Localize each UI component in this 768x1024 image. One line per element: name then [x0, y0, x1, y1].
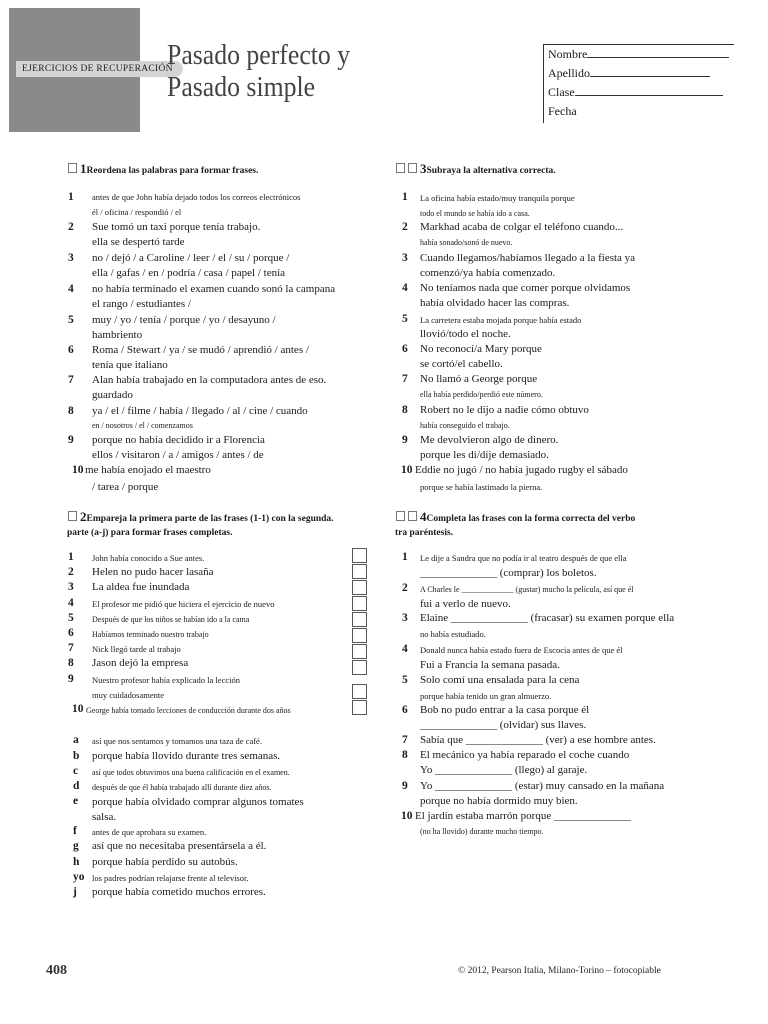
difficulty-box: [396, 511, 405, 521]
field-clase[interactable]: Clase: [544, 83, 734, 102]
answer-box-3[interactable]: [352, 580, 367, 595]
exercise-2: 2Empareja la primera parte de las frases (1-1) con la segunda. parte (a-j) para formar frases completas. 1 John había conocido a Sue antes. 2 Helen no pudo hacer lasaña 3 La aldea fue inundada 4 El profesor me pidió que hiciera el ejercicio de nuevo 5 Después de que los niños se habían ido a la cama 6 Habíamos terminado nuestro trabajo 7 Nick llegó tarde al trabajo 8 Jason dejó la empresa 9 Nuestro profesor había explicado la lección muy cuidadosamente 10 George había tomado lecciones de conducción durante dos años a así que nos sentamos y tomamos una taza de café. b porque había llovido durante tres semanas. c así que todos obtuvimos una buena calificación en el examen. d después de que él había trabajado allí durante diez años. e porque había olvidado comprar algunos tomates salsa. f antes de que aprobara su examen. g así que no necesitaba presentársela a él. h porque había perdido su autobús. yo los padres podrían relajarse frente al televisor. j porque había cometido muchos errores.: [68, 510, 373, 905]
exercise-2-heading-cont: parte (a-j) para formar frases completas.: [67, 528, 233, 538]
answer-box-9[interactable]: [352, 684, 367, 699]
difficulty-box: [68, 511, 77, 521]
exercise-4: 4Completa las frases con la forma correcta del verbo tra paréntesis. 1 Le dije a Sandra que no podía ir al teatro después de que ella ______________ (comprar) los boletos. 2 A Charles le _____________ (gustar) mucho la película, así que él fui a verlo de nuevo. 3 Elaine ______________ (fracasar) su examen porque ella no había estudiado. 4 Donald nunca había estado fuera de Escocia antes de que él Fui a Francia la semana pasada. 5 Solo comí una ensalada para la cena porque había tenido un gran almuerzo. 6 Bob no pudo entrar a la casa porque él ______________ (olvidar) sus llaves. 7 Sabía que ______________ (ver) a ese hombre antes. 8 El mecánico ya había reparado el coche cuando Yo ______________ (llego) al garaje. 9 Yo ______________ (estar) muy cansado en la mañana porque no había dormido muy bien. 10 El jardín estaba marrón porque ______________ (no ha llovido) durante mucho tiempo.: [396, 510, 726, 840]
exercise-1: 1Reordena las palabras para formar frases. 1 antes de que John había dejado todos los correos electrónicos él / oficina / respondió / el 2 Sue tomó un taxi porque tenía trabajo. ella se despertó tarde 3 no / dejó / a Caroline / leer / el / su / porque / ella / gafas / en / podría / casa / papel / tenía 4 no había terminado el examen cuando sonó la campana el rango / estudiantes / 5 muy / yo / tenía / porque / yo / desayuno / hambriento 6 Roma / Stewart / ya / se mudó / aprendió / antes / tenía que italiano 7 Alan había trabajado en la computadora antes de eso. guardado 8 ya / el / filme / había / llegado / al / cine / cuando en / nosotros / el / comenzamos 9 porque no había decidido ir a Florencia ellos / visitaron / a / amigos / antes / de 10 me había enojado el maestro / tarea / porque: [68, 162, 368, 502]
title-line-1: Pasado perfecto y: [167, 40, 351, 71]
difficulty-box: [408, 511, 417, 521]
page-number: 408: [46, 963, 67, 978]
answer-box-7[interactable]: [352, 644, 367, 659]
exercise-2-heading: 2Empareja la primera parte de las frases (1-1) con la segunda.: [68, 510, 373, 526]
exercise-4-heading: 4Completa las frases con la forma correcta del verbo: [396, 510, 726, 526]
answer-box-10[interactable]: [352, 700, 367, 715]
field-apellido[interactable]: Apellido: [544, 64, 734, 83]
answer-box-2[interactable]: [352, 564, 367, 579]
answer-box-6[interactable]: [352, 628, 367, 643]
exercise-1-heading: 1Reordena las palabras para formar frases.: [68, 162, 368, 178]
section-banner: EJERCICIOS DE RECUPERACIÓN: [16, 61, 183, 77]
student-info-box: [543, 44, 734, 123]
exercise-3: 3Subraya la alternativa correcta. 1 La oficina había estado/muy tranquila porque todo el mundo se había ido a casa. 2 Markhad acaba de colgar el teléfono cuando... había sonado/sonó de nuevo. 3 Cuando llegamos/habíamos llegado a la fiesta ya comenzó/ya había comenzado. 4 No teníamos nada que comer porque olvidamos había olvidado hacer las compras. 5 La carretera estaba mojada porque había estado llovió/todo el noche. 6 No reconocí/a Mary porque se cortó/el cabello. 7 No llamó a George porque ella había perdido/perdió este número. 8 Robert no le dijo a nadie cómo obtuvo había conseguido el trabajo. 9 Me devolvieron algo de dinero. porque les di/dije demasiado. 10 Eddie no jugó / no había jugado rugby el sábado porque se había lastimado la pierna.: [396, 162, 696, 502]
field-fecha[interactable]: Fecha: [548, 104, 577, 118]
difficulty-box: [396, 163, 405, 173]
answer-box-8[interactable]: [352, 660, 367, 675]
difficulty-box: [408, 163, 417, 173]
title-line-2: Pasado simple: [167, 72, 316, 103]
page-title: [167, 40, 366, 104]
answer-box-5[interactable]: [352, 612, 367, 627]
answer-box-4[interactable]: [352, 596, 367, 611]
difficulty-box: [68, 163, 77, 173]
answer-box-1[interactable]: [352, 548, 367, 563]
exercise-3-heading: 3Subraya la alternativa correcta.: [396, 162, 696, 178]
copyright-notice: © 2012, Pearson Italia, Milano-Torino – fotocopiable: [458, 966, 661, 976]
field-nombre[interactable]: Nombre: [544, 45, 734, 64]
exercise-4-heading-cont: tra paréntesis.: [395, 528, 454, 538]
